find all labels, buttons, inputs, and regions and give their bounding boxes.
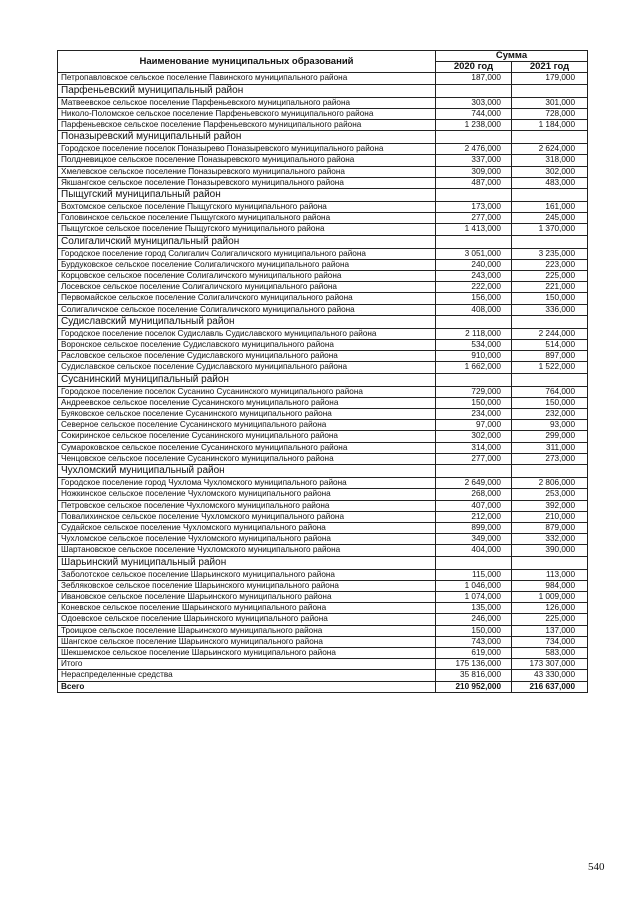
municipality-name: Заболотское сельское поселение Шарьинского муниципального района (58, 569, 436, 580)
value-2021: 299,000 (512, 431, 588, 442)
table-row (58, 328, 588, 339)
municipality-name: Всего (58, 681, 436, 692)
value-2021: 2 244,000 (512, 328, 588, 339)
district-name: Солигаличский муниципальный район (58, 235, 436, 248)
municipality-name: Сумароковское сельское поселение Сусанинского муниципального района (58, 442, 436, 453)
value-2020: 150,000 (436, 397, 512, 408)
municipality-name: Ченцовское сельское поселение Сусанинского муниципального района (58, 453, 436, 464)
value-2020: 910,000 (436, 351, 512, 362)
value-2020: 115,000 (436, 569, 512, 580)
value-2021: 734,000 (512, 636, 588, 647)
district-header-row (58, 84, 588, 97)
value-2021: 318,000 (512, 155, 588, 166)
table-row (58, 144, 588, 155)
value-2021: 223,000 (512, 259, 588, 270)
table-row (58, 603, 588, 614)
value-2021: 332,000 (512, 534, 588, 545)
value-2020 (436, 315, 512, 328)
municipality-name: Городское поселение поселок Сусанино Сусанинского муниципального района (58, 386, 436, 397)
value-2020: 1 662,000 (436, 362, 512, 373)
value-2021: 483,000 (512, 177, 588, 188)
allocation-table (57, 50, 588, 693)
table-row (58, 97, 588, 108)
value-2021: 126,000 (512, 603, 588, 614)
table-row (58, 202, 588, 213)
table-row (58, 409, 588, 420)
value-2021 (512, 131, 588, 144)
table-row (58, 340, 588, 351)
value-2020: 277,000 (436, 453, 512, 464)
municipality-name: Петровское сельское поселение Чухломского муниципального района (58, 500, 436, 511)
value-2020: 337,000 (436, 155, 512, 166)
municipality-name: Шартановское сельское поселение Чухломского муниципального района (58, 545, 436, 556)
value-2020: 150,000 (436, 625, 512, 636)
value-2021: 245,000 (512, 213, 588, 224)
value-2020: 407,000 (436, 500, 512, 511)
value-2021: 2 624,000 (512, 144, 588, 155)
value-2021: 113,000 (512, 569, 588, 580)
municipality-name: Зебляковское сельское поселение Шарьинского муниципального района (58, 580, 436, 591)
value-2021: 897,000 (512, 351, 588, 362)
value-2021: 1 370,000 (512, 224, 588, 235)
value-2020: 97,000 (436, 420, 512, 431)
value-2020 (436, 235, 512, 248)
value-2021: 583,000 (512, 647, 588, 658)
value-2021: 210,000 (512, 511, 588, 522)
table-row (58, 522, 588, 533)
municipality-name: Якшангское сельское поселение Поназыревского муниципального района (58, 177, 436, 188)
table-row (58, 362, 588, 373)
municipality-name: Лосевское сельское поселение Солигаличского муниципального района (58, 282, 436, 293)
municipality-name: Николо-Поломское сельское поселение Парфеньевского муниципального района (58, 108, 436, 119)
municipality-name: Шангское сельское поселение Шарьинского муниципального района (58, 636, 436, 647)
value-2020: 729,000 (436, 386, 512, 397)
value-2020: 210 952,000 (436, 681, 512, 692)
district-header-row (58, 465, 588, 478)
district-name: Шарьинский муниципальный район (58, 556, 436, 569)
municipality-name: Городское поселение поселок Судиславль Судиславского муниципального района (58, 328, 436, 339)
table-row (58, 511, 588, 522)
value-2021: 179,000 (512, 73, 588, 84)
table-row (58, 591, 588, 602)
value-2020: 619,000 (436, 647, 512, 658)
value-2021: 336,000 (512, 304, 588, 315)
district-header-row (58, 556, 588, 569)
value-2021: 221,000 (512, 282, 588, 293)
district-name: Чухломский муниципальный район (58, 465, 436, 478)
value-2021: 150,000 (512, 293, 588, 304)
table-row (58, 489, 588, 500)
municipality-name: Судиславское сельское поселение Судиславского муниципального района (58, 362, 436, 373)
municipality-name: Городское поселение поселок Поназырево Поназыревского муниципального района (58, 144, 436, 155)
value-2021 (512, 373, 588, 386)
district-name: Судиславский муниципальный район (58, 315, 436, 328)
table-row (58, 224, 588, 235)
municipality-name: Первомайское сельское поселение Солигаличского муниципального района (58, 293, 436, 304)
value-2020: 302,000 (436, 431, 512, 442)
municipality-name: Итого (58, 659, 436, 670)
value-2021: 879,000 (512, 522, 588, 533)
value-2021: 984,000 (512, 580, 588, 591)
table-row (58, 659, 588, 670)
table-row (58, 569, 588, 580)
value-2020: 404,000 (436, 545, 512, 556)
table-row (58, 442, 588, 453)
table-row (58, 386, 588, 397)
table-row (58, 166, 588, 177)
table-row (58, 500, 588, 511)
table-row (58, 351, 588, 362)
value-2020: 1 413,000 (436, 224, 512, 235)
value-2020: 212,000 (436, 511, 512, 522)
value-2021: 173 307,000 (512, 659, 588, 670)
table-row (58, 282, 588, 293)
table-row (58, 636, 588, 647)
value-2021 (512, 84, 588, 97)
table-row (58, 670, 588, 681)
value-2021: 273,000 (512, 453, 588, 464)
municipality-name: Воронское сельское поселение Судиславского муниципального района (58, 340, 436, 351)
table-header (58, 51, 588, 73)
municipality-name: Солигаличское сельское поселение Солигаличского муниципального района (58, 304, 436, 315)
municipality-name: Сокиринское сельское поселение Сусанинского муниципального района (58, 431, 436, 442)
value-2020: 173,000 (436, 202, 512, 213)
value-2020: 277,000 (436, 213, 512, 224)
municipality-name: Полдневицкое сельское поселение Поназыревского муниципального района (58, 155, 436, 166)
table-row (58, 259, 588, 270)
district-header-row (58, 131, 588, 144)
value-2020: 487,000 (436, 177, 512, 188)
value-2020: 222,000 (436, 282, 512, 293)
value-2021: 1 009,000 (512, 591, 588, 602)
municipality-name: Пыщугское сельское поселение Пыщугского муниципального района (58, 224, 436, 235)
value-2020: 744,000 (436, 108, 512, 119)
value-2021: 1 184,000 (512, 120, 588, 131)
value-2020: 1 046,000 (436, 580, 512, 591)
value-2020: 243,000 (436, 271, 512, 282)
municipality-name: Одоевское сельское поселение Шарьинского муниципального района (58, 614, 436, 625)
table-row (58, 73, 588, 84)
value-2021: 2 806,000 (512, 478, 588, 489)
value-2021 (512, 235, 588, 248)
municipality-name: Троицкое сельское поселение Шарьинского муниципального района (58, 625, 436, 636)
municipality-name: Бурдуковское сельское поселение Солигаличского муниципального района (58, 259, 436, 270)
value-2021: 43 330,000 (512, 670, 588, 681)
value-2021: 225,000 (512, 614, 588, 625)
district-name: Сусанинский муниципальный район (58, 373, 436, 386)
value-2020: 314,000 (436, 442, 512, 453)
value-2021: 3 235,000 (512, 248, 588, 259)
table-row (58, 431, 588, 442)
value-2020: 240,000 (436, 259, 512, 270)
district-name: Поназыревский муниципальный район (58, 131, 436, 144)
value-2020: 309,000 (436, 166, 512, 177)
page-number: 540 (588, 861, 605, 873)
municipality-name: Корцовское сельское поселение Солигаличского муниципального района (58, 271, 436, 282)
value-2021: 390,000 (512, 545, 588, 556)
value-2021: 150,000 (512, 397, 588, 408)
value-2021 (512, 556, 588, 569)
municipality-name: Петропавловское сельское поселение Павинского муниципального района (58, 73, 436, 84)
district-header-row (58, 373, 588, 386)
value-2020: 2 649,000 (436, 478, 512, 489)
year-2021-header: 2021 год (512, 62, 588, 73)
value-2020 (436, 556, 512, 569)
table-row (58, 453, 588, 464)
table-row (58, 534, 588, 545)
value-2020 (436, 131, 512, 144)
table-row (58, 304, 588, 315)
municipality-name: Чухломское сельское поселение Чухломского муниципального района (58, 534, 436, 545)
value-2020 (436, 84, 512, 97)
table-body (58, 73, 588, 692)
table-row (58, 545, 588, 556)
municipality-name: Северное сельское поселение Сусанинского муниципального района (58, 420, 436, 431)
value-2021: 392,000 (512, 500, 588, 511)
table-row (58, 293, 588, 304)
table-row (58, 120, 588, 131)
value-2020: 2 118,000 (436, 328, 512, 339)
value-2020: 3 051,000 (436, 248, 512, 259)
municipality-name: Городское поселение город Чухлома Чухломского муниципального района (58, 478, 436, 489)
value-2021: 137,000 (512, 625, 588, 636)
sum-column-header: Сумма (436, 51, 588, 62)
value-2020: 35 816,000 (436, 670, 512, 681)
table-row (58, 155, 588, 166)
municipality-name: Буяковское сельское поселение Сусанинского муниципального района (58, 409, 436, 420)
value-2020: 1 074,000 (436, 591, 512, 602)
district-header-row (58, 189, 588, 202)
value-2021: 161,000 (512, 202, 588, 213)
value-2020 (436, 189, 512, 202)
value-2021 (512, 465, 588, 478)
municipality-name: Хмелевское сельское поселение Поназыревского муниципального района (58, 166, 436, 177)
district-name: Пыщугский муниципальный район (58, 189, 436, 202)
municipality-name: Коневское сельское поселение Шарьинского муниципального района (58, 603, 436, 614)
value-2020: 743,000 (436, 636, 512, 647)
municipality-name: Повалихинское сельское поселение Чухломского муниципального района (58, 511, 436, 522)
value-2021: 225,000 (512, 271, 588, 282)
table-row (58, 248, 588, 259)
table-row (58, 478, 588, 489)
municipality-name: Расловское сельское поселение Судиславского муниципального района (58, 351, 436, 362)
table-row (58, 271, 588, 282)
municipality-name: Андреевское сельское поселение Сусанинского муниципального района (58, 397, 436, 408)
value-2021: 93,000 (512, 420, 588, 431)
table-row (58, 580, 588, 591)
table-row (58, 108, 588, 119)
year-2020-header: 2020 год (436, 62, 512, 73)
district-header-row (58, 235, 588, 248)
value-2021: 302,000 (512, 166, 588, 177)
value-2021: 216 637,000 (512, 681, 588, 692)
value-2020: 1 238,000 (436, 120, 512, 131)
table-row (58, 614, 588, 625)
value-2020 (436, 373, 512, 386)
municipality-name: Вохтомское сельское поселение Пыщугского муниципального района (58, 202, 436, 213)
value-2021: 514,000 (512, 340, 588, 351)
value-2020: 234,000 (436, 409, 512, 420)
municipality-name: Матвеевское сельское поселение Парфеньевского муниципального района (58, 97, 436, 108)
value-2020: 187,000 (436, 73, 512, 84)
table-row (58, 647, 588, 658)
municipality-name: Судайское сельское поселение Чухломского муниципального района (58, 522, 436, 533)
value-2021: 253,000 (512, 489, 588, 500)
municipality-name: Ножкинское сельское поселение Чухломского муниципального района (58, 489, 436, 500)
value-2021: 1 522,000 (512, 362, 588, 373)
value-2021 (512, 315, 588, 328)
value-2020: 349,000 (436, 534, 512, 545)
value-2020: 156,000 (436, 293, 512, 304)
district-name: Парфеньевский муниципальный район (58, 84, 436, 97)
table-row (58, 681, 588, 692)
municipality-name: Шекшемское сельское поселение Шарьинского муниципального района (58, 647, 436, 658)
municipality-name: Нераспределенные средства (58, 670, 436, 681)
table-row (58, 397, 588, 408)
municipality-name: Парфеньевское сельское поселение Парфеньевского муниципального района (58, 120, 436, 131)
value-2020: 408,000 (436, 304, 512, 315)
table-row (58, 213, 588, 224)
municipality-name: Головинское сельское поселение Пыщугского муниципального района (58, 213, 436, 224)
municipality-name: Ивановское сельское поселение Шарьинского муниципального района (58, 591, 436, 602)
district-header-row (58, 315, 588, 328)
value-2020: 899,000 (436, 522, 512, 533)
value-2021: 311,000 (512, 442, 588, 453)
value-2020: 246,000 (436, 614, 512, 625)
value-2020: 303,000 (436, 97, 512, 108)
table-row (58, 420, 588, 431)
value-2020: 175 136,000 (436, 659, 512, 670)
municipality-name: Городское поселение город Солигалич Солигаличского муниципального района (58, 248, 436, 259)
value-2021: 301,000 (512, 97, 588, 108)
value-2020 (436, 465, 512, 478)
value-2020: 135,000 (436, 603, 512, 614)
value-2021: 764,000 (512, 386, 588, 397)
value-2021 (512, 189, 588, 202)
value-2020: 534,000 (436, 340, 512, 351)
value-2020: 268,000 (436, 489, 512, 500)
table-row (58, 177, 588, 188)
value-2020: 2 476,000 (436, 144, 512, 155)
table-row (58, 625, 588, 636)
name-column-header: Наименование муниципальных образований (58, 51, 436, 73)
value-2021: 728,000 (512, 108, 588, 119)
value-2021: 232,000 (512, 409, 588, 420)
